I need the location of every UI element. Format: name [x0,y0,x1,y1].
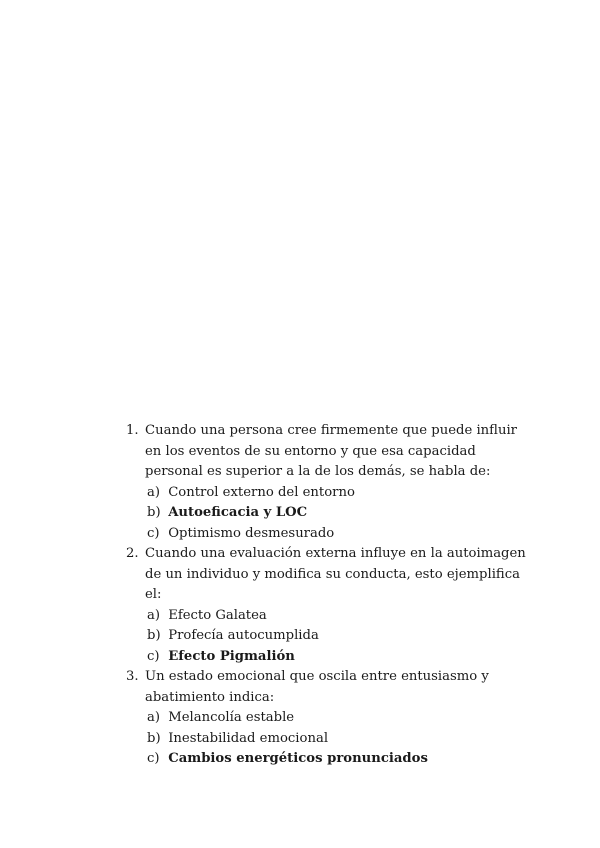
option-text: Profecía autocumplida [168,628,319,643]
question-text: Un estado emocional que oscila entre entusiasmo y abatimiento indica: [145,669,489,705]
question-number: 3. [126,669,139,684]
quiz-list [126,421,536,770]
question-2 [126,544,536,667]
option-letter: a) [147,710,161,725]
option-text: Efecto Pigmalión [168,648,295,664]
question-number: 2. [126,546,139,561]
option-text: Efecto Galatea [168,607,267,623]
option-letter: a) [147,484,161,500]
question-text: Cuando una persona cree firmemente que puede influir en los eventos de su entorno y que esa capacidad personal es superior a la de los demás, se habla de: [145,423,517,479]
option-letter: c) [147,525,160,541]
option-letter: c) [147,648,160,664]
question-text: Cuando una evaluación externa influye en la autoimagen de un individuo y modifica su conducta, esto ejemplifica el: [145,546,526,602]
option-text: Cambios energéticos pronunciados [168,751,428,766]
option-text: Inestabilidad emocional [168,730,329,746]
option-c [145,524,536,545]
option-text: Control externo del entorno [168,484,355,500]
option-letter: b) [147,628,161,643]
question-number: 1. [126,423,139,438]
option-c-correct [145,749,536,770]
option-letter: a) [147,607,161,623]
question-3 [126,667,536,770]
option-letter: c) [147,751,160,766]
option-text: Autoeficacia y LOC [168,505,308,520]
option-text: Optimismo desmesurado [168,525,335,541]
question-1 [126,421,536,544]
option-c-correct [145,647,536,668]
option-letter: b) [147,505,161,520]
option-b [145,626,536,647]
option-b [145,729,536,750]
option-a [145,483,536,504]
option-a [145,606,536,627]
option-letter: b) [147,730,161,746]
option-a [145,708,536,729]
option-b-correct [145,503,536,524]
option-text: Melancolía estable [168,710,295,725]
